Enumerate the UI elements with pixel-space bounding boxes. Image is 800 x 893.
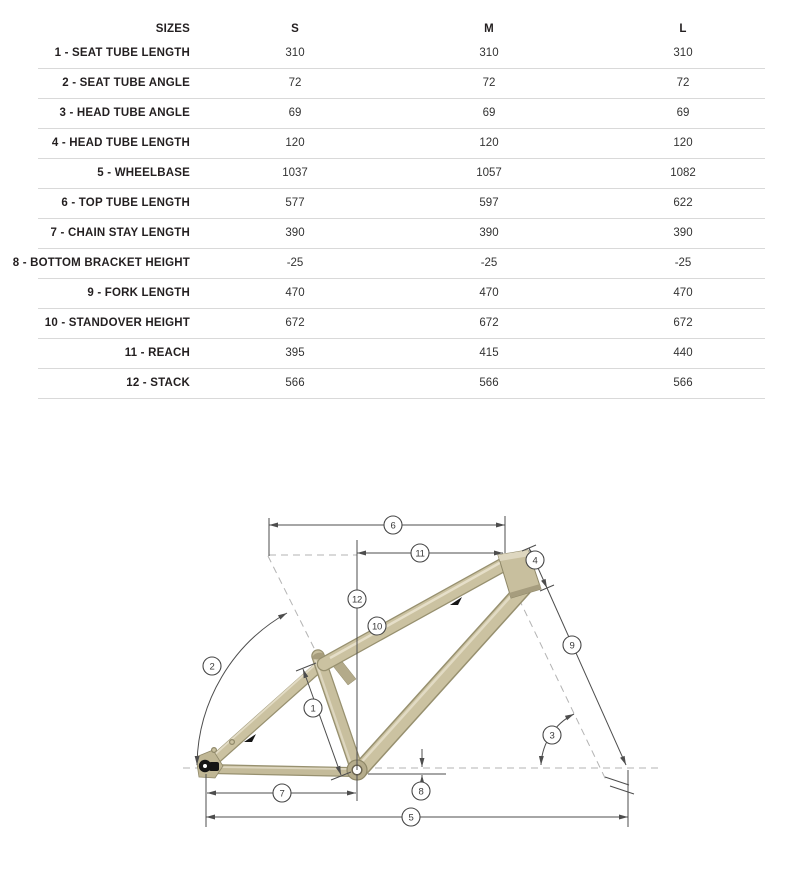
dimension-lines — [197, 516, 634, 827]
row-value-L: 390 — [673, 227, 693, 239]
cable-guide — [230, 740, 235, 745]
row-value-M: 415 — [479, 347, 499, 359]
row-value-M: 1057 — [476, 167, 502, 179]
svg-text:2: 2 — [209, 661, 215, 673]
row-label: 1 - SEAT TUBE LENGTH — [54, 47, 190, 59]
header-size-s: S — [291, 23, 299, 35]
svg-text:4: 4 — [532, 555, 538, 567]
svg-text:8: 8 — [418, 786, 424, 798]
bike-frame — [196, 550, 541, 780]
row-label: 5 - WHEELBASE — [97, 167, 190, 179]
row-value-S: 72 — [288, 77, 302, 89]
row-value-M: -25 — [480, 257, 498, 269]
row-value-M: 672 — [479, 317, 499, 329]
svg-text:9: 9 — [569, 640, 575, 652]
row-label: 8 - BOTTOM BRACKET HEIGHT — [12, 257, 190, 269]
callout-12 — [348, 590, 366, 608]
row-value-M: 597 — [479, 197, 499, 209]
row-value-M: 470 — [479, 287, 499, 299]
row-value-M: 72 — [482, 77, 496, 89]
row-value-S: 672 — [285, 317, 305, 329]
row-label: 6 - TOP TUBE LENGTH — [61, 197, 190, 209]
row-value-L: 470 — [673, 287, 693, 299]
header-sizes: SIZES — [155, 23, 190, 35]
row-value-L: 120 — [673, 137, 693, 149]
row-value-S: 566 — [285, 377, 305, 389]
reference-lines — [183, 555, 660, 780]
row-value-S: 310 — [285, 47, 305, 59]
row-label: 9 - FORK LENGTH — [87, 287, 190, 299]
row-label: 10 - STANDOVER HEIGHT — [44, 317, 190, 329]
header-size-l: L — [679, 23, 687, 35]
row-value-S: 1037 — [282, 167, 308, 179]
callout-5 — [402, 808, 420, 826]
row-value-M: 69 — [482, 107, 496, 119]
row-label: 3 - HEAD TUBE ANGLE — [59, 107, 190, 119]
steering-axis-line — [519, 599, 606, 780]
row-label: 2 - SEAT TUBE ANGLE — [62, 77, 190, 89]
callout-1 — [304, 699, 322, 717]
row-value-S: 69 — [288, 107, 302, 119]
row-value-M: 120 — [479, 137, 499, 149]
row-value-S: 390 — [285, 227, 305, 239]
row-value-L: 310 — [673, 47, 693, 59]
callout-11 — [411, 544, 429, 562]
row-value-L: -25 — [674, 257, 692, 269]
svg-text:7: 7 — [279, 788, 285, 800]
callout-4 — [526, 551, 544, 569]
svg-text:6: 6 — [390, 520, 396, 532]
row-label: 7 - CHAIN STAY LENGTH — [50, 227, 190, 239]
row-value-S: 395 — [285, 347, 305, 359]
svg-text:3: 3 — [549, 730, 555, 742]
row-value-S: 577 — [285, 197, 305, 209]
row-label: 12 - STACK — [126, 377, 190, 389]
row-value-L: 566 — [673, 377, 693, 389]
row-value-M: 390 — [479, 227, 499, 239]
row-value-L: 72 — [676, 77, 690, 89]
callout-2 — [203, 657, 221, 675]
callout-7 — [273, 784, 291, 802]
row-value-L: 69 — [676, 107, 690, 119]
callout-9 — [563, 636, 581, 654]
row-value-L: 672 — [673, 317, 693, 329]
svg-text:10: 10 — [372, 621, 382, 633]
callout-6 — [384, 516, 402, 534]
svg-text:12: 12 — [352, 594, 362, 606]
row-value-S: 470 — [285, 287, 305, 299]
svg-text:5: 5 — [408, 812, 414, 824]
row-label: 4 - HEAD TUBE LENGTH — [51, 137, 190, 149]
callout-10 — [368, 617, 386, 635]
callout-3 — [543, 726, 561, 744]
row-value-S: -25 — [286, 257, 304, 269]
row-value-L: 1082 — [670, 167, 696, 179]
svg-text:11: 11 — [415, 548, 425, 560]
seat-axis-line — [268, 556, 319, 658]
row-value-L: 440 — [673, 347, 693, 359]
row-label: 11 - REACH — [124, 347, 190, 359]
row-value-S: 120 — [285, 137, 305, 149]
svg-text:1: 1 — [310, 703, 316, 715]
cable-guide — [212, 748, 217, 753]
row-value-M: 310 — [479, 47, 499, 59]
callout-8 — [412, 782, 430, 800]
header-size-m: M — [484, 23, 494, 35]
row-value-L: 622 — [673, 197, 693, 209]
row-value-M: 566 — [479, 377, 499, 389]
